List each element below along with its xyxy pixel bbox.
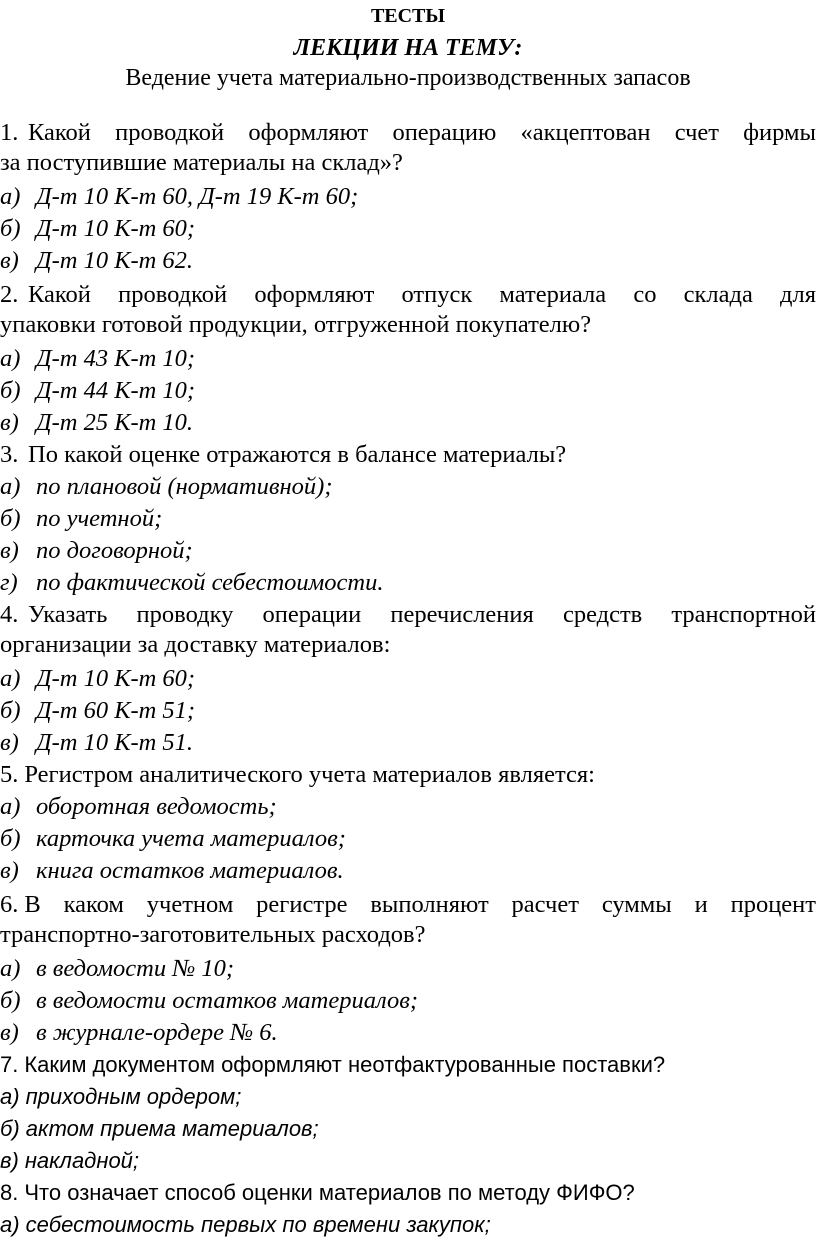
question-text	[0, 1050, 816, 1080]
option	[0, 792, 816, 822]
option-letter: а)	[0, 1212, 20, 1237]
option	[0, 182, 816, 212]
option-letter: в)	[0, 247, 19, 274]
option-letter: б)	[0, 697, 21, 724]
option-letter: б)	[0, 505, 21, 532]
question-text	[0, 118, 816, 148]
option-letter: в)	[0, 1148, 19, 1173]
option-text: Д-т 10 К-т 51.	[36, 729, 194, 756]
question-1	[0, 118, 816, 178]
option	[0, 214, 816, 244]
option-letter: в)	[0, 1019, 19, 1046]
question-number: 5.	[0, 761, 19, 788]
question-text	[0, 600, 816, 630]
option-letter: в)	[0, 857, 19, 884]
option	[0, 1082, 816, 1112]
option-letter: в)	[0, 409, 19, 436]
question-number: 4.	[0, 601, 19, 628]
question-text	[0, 440, 816, 470]
option	[0, 536, 816, 566]
option-text: по договорной;	[36, 537, 193, 564]
question-4	[0, 600, 816, 660]
question-text-line-2: транспортно-заготовительных расходов?	[0, 921, 426, 948]
option-letter: а)	[0, 473, 21, 500]
option-letter: б)	[0, 215, 21, 242]
option	[0, 1210, 816, 1240]
option-letter: а)	[0, 183, 21, 210]
option	[0, 568, 816, 598]
option	[0, 376, 816, 406]
option-text: книга остатков материалов.	[36, 857, 344, 884]
option-text: Д-т 43 К-т 10;	[36, 345, 196, 372]
option	[0, 696, 816, 726]
option-text: Д-т 10 К-т 60;	[36, 665, 196, 692]
option-text: в ведомости № 10;	[36, 955, 235, 982]
option	[0, 664, 816, 694]
question-number: 7.	[0, 1052, 19, 1077]
option-text: Д-т 44 К-т 10;	[36, 377, 196, 404]
option-letter: а)	[0, 955, 21, 982]
lecture-topic: Ведение учета материально-производственных запасов	[125, 65, 691, 91]
option	[0, 408, 816, 438]
option	[0, 504, 816, 534]
option	[0, 472, 816, 502]
option	[0, 954, 816, 984]
question-text-line-1: Указать проводку операции перечисления средств транспортной	[28, 601, 816, 628]
option	[0, 1018, 816, 1048]
question-text-line-1: В каком учетном регистре выполняют расчет суммы и процент	[24, 891, 816, 918]
option-text: Д-т 60 К-т 51;	[36, 697, 196, 724]
option	[0, 344, 816, 374]
option-text: Д-т 25 К-т 10.	[36, 409, 194, 436]
question-text-line-2: упаковки готовой продукции, отгруженной покупателю?	[0, 311, 592, 338]
option-text: в ведомости остатков материалов;	[36, 987, 419, 1014]
question-6	[0, 890, 816, 950]
option-letter: б)	[0, 987, 21, 1014]
question-text	[0, 890, 816, 920]
question-text-line-2: за поступившие материалы на склад»?	[0, 149, 403, 176]
question-8	[0, 1178, 816, 1208]
question-text-line-1: Что означает способ оценки материалов по методу ФИФО?	[24, 1180, 635, 1205]
option-letter: б)	[0, 1116, 20, 1141]
document-title: ТЕСТЫ	[370, 5, 446, 27]
question-number: 8.	[0, 1180, 19, 1205]
question-text-line-1: Какой проводкой оформляют операцию «акцептован счет фирмы	[28, 119, 816, 146]
question-text-line-1: Какой проводкой оформляют отпуск материала со склада для	[28, 281, 816, 308]
option	[0, 986, 816, 1016]
question-number: 2.	[0, 281, 19, 308]
option-text: карточка учета материалов;	[36, 825, 346, 852]
option-letter: в)	[0, 537, 19, 564]
question-text-line-1: Каким документом оформляют неотфактурованные поставки?	[24, 1052, 666, 1077]
option	[0, 1114, 816, 1144]
question-5	[0, 760, 816, 790]
question-text-line-1: Регистром аналитического учета материалов является:	[24, 761, 595, 788]
option-text: Д-т 10 К-т 60;	[36, 215, 196, 242]
option-letter: а)	[0, 345, 21, 372]
option-text: Д-т 10 К-т 62.	[36, 247, 194, 274]
option-letter: а)	[0, 1084, 20, 1109]
option	[0, 1146, 816, 1176]
option	[0, 728, 816, 758]
option-letter: а)	[0, 665, 21, 692]
option	[0, 246, 816, 276]
option-letter: б)	[0, 825, 21, 852]
option-text: по плановой (нормативной);	[36, 473, 333, 500]
option-text: актом приема материалов;	[25, 1116, 319, 1141]
question-2	[0, 280, 816, 340]
option-letter: б)	[0, 377, 21, 404]
option-text: Д-т 10 К-т 60, Д-т 19 К-т 60;	[36, 183, 359, 210]
option-text: в журнале-ордере № 6.	[36, 1019, 278, 1046]
option	[0, 824, 816, 854]
question-text	[0, 1178, 816, 1208]
option-text: приходным ордером;	[25, 1084, 242, 1109]
lecture-heading: ЛЕКЦИИ НА ТЕМУ:	[293, 35, 523, 61]
question-7	[0, 1050, 816, 1080]
option-letter: а)	[0, 793, 21, 820]
question-text-line-2: организации за доставку материалов:	[0, 631, 391, 658]
option	[0, 856, 816, 886]
option-text: по фактической себестоимости.	[36, 569, 384, 596]
question-text	[0, 760, 816, 790]
question-text	[0, 280, 816, 310]
question-number: 1.	[0, 119, 19, 146]
option-text: по учетной;	[36, 505, 163, 532]
question-3	[0, 440, 816, 470]
option-letter: в)	[0, 729, 19, 756]
option-letter: г)	[0, 569, 18, 596]
question-number: 3.	[0, 441, 19, 468]
option-text: накладной;	[24, 1148, 140, 1173]
question-number: 6.	[0, 891, 19, 918]
option-text: оборотная ведомость;	[36, 793, 277, 820]
option-text: себестоимость первых по времени закупок;	[25, 1212, 491, 1237]
question-text-line-1: По какой оценке отражаются в балансе материалы?	[28, 441, 567, 468]
